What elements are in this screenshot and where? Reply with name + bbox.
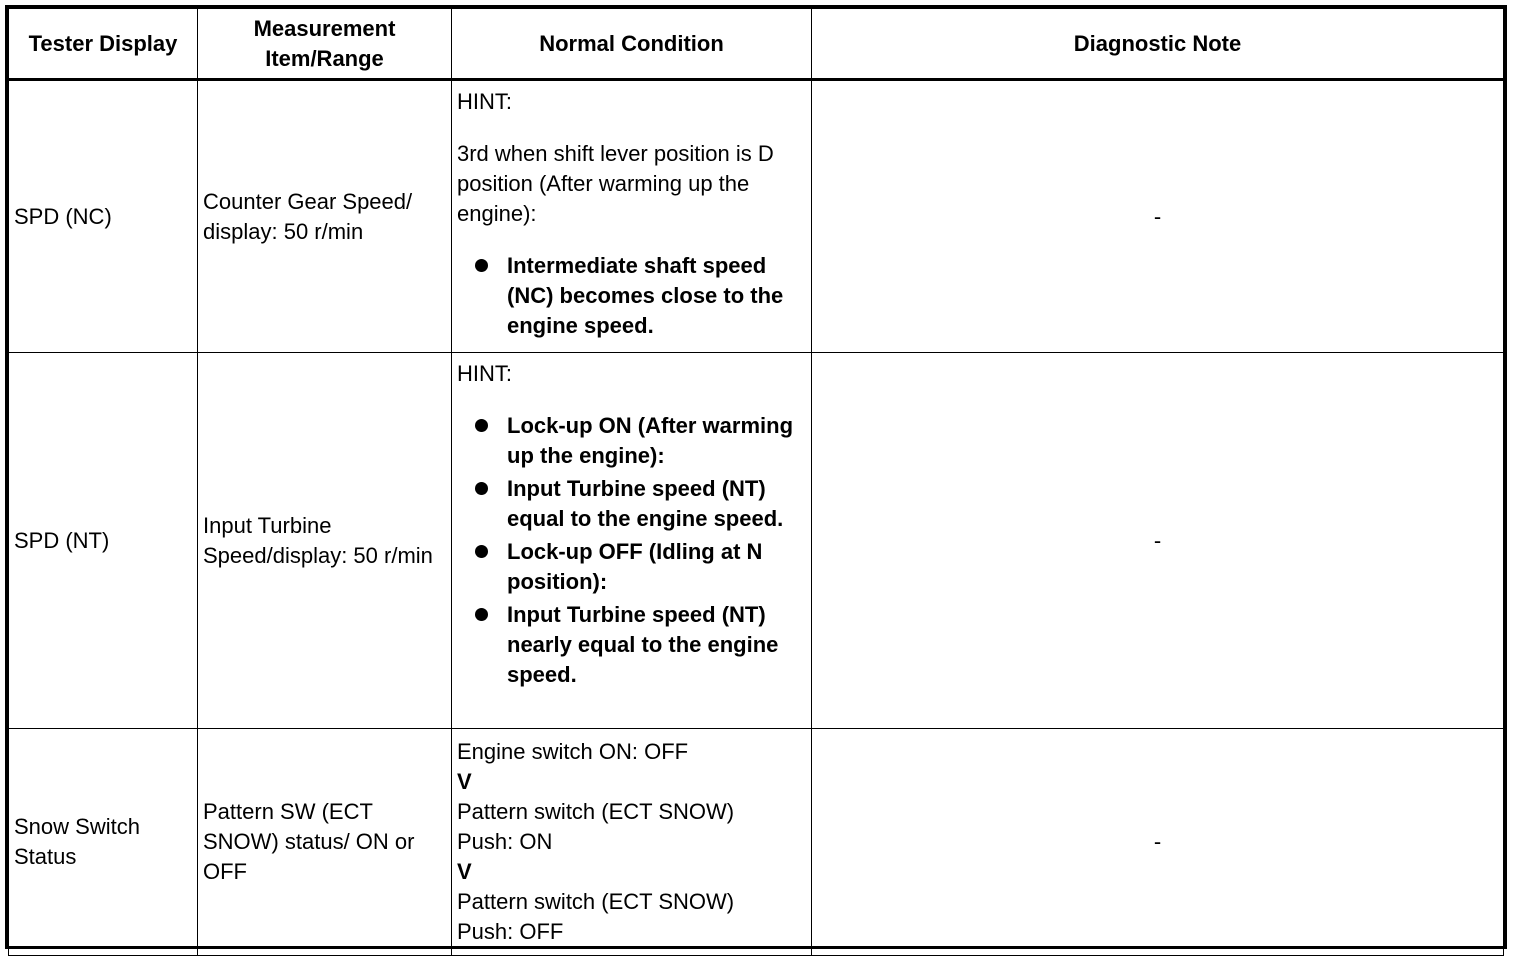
header-row	[9, 9, 1504, 80]
normal-condition-cell	[452, 353, 812, 729]
measurement-cell: Input Turbine Speed/display: 50 r/min	[198, 353, 452, 729]
hint-label: HINT:	[457, 361, 512, 386]
diagnostic-note-cell: -	[812, 353, 1504, 729]
list-item: Lock-up OFF (Idling at N position):	[457, 537, 807, 597]
down-arrow-icon: V	[457, 769, 472, 794]
condition-line: Pattern switch (ECT SNOW)	[457, 799, 735, 824]
condition-line: Push: ON	[457, 829, 553, 854]
bullet-icon	[475, 482, 488, 495]
list-item: Lock-up ON (After warming up the engine):	[457, 411, 807, 471]
down-arrow-icon: V	[457, 859, 472, 884]
tester-display-cell: SPD (NT)	[9, 353, 198, 729]
condition-bullet-list	[457, 411, 807, 690]
table-grid	[8, 8, 1504, 956]
bullet-icon	[475, 419, 488, 432]
condition-line: Pattern switch (ECT SNOW)	[457, 889, 735, 914]
condition-line: Push: OFF	[457, 919, 564, 944]
list-item: Input Turbine speed (NT) equal to the engine speed.	[457, 474, 807, 534]
measurement-cell: Counter Gear Speed/ display: 50 r/min	[198, 80, 452, 353]
hint-label: HINT:	[457, 89, 512, 114]
measurement-cell: Pattern SW (ECT SNOW) status/ ON or OFF	[198, 729, 452, 956]
condition-paragraph: 3rd when shift lever position is D position (After warming up the engine):	[457, 141, 774, 226]
table-row	[9, 353, 1504, 729]
condition-line: Engine switch ON: OFF	[457, 739, 689, 764]
data-list-table	[5, 5, 1507, 949]
diagnostic-note-cell: -	[812, 729, 1504, 956]
header-normal-condition: Normal Condition	[452, 9, 812, 80]
bullet-icon	[475, 545, 488, 558]
diagnostic-note-cell: -	[812, 80, 1504, 353]
header-diagnostic-note: Diagnostic Note	[812, 9, 1504, 80]
list-item: Intermediate shaft speed (NC) becomes close to the engine speed.	[457, 251, 807, 341]
tester-display-cell: SPD (NC)	[9, 80, 198, 353]
header-measurement-item-range: Measurement Item/Range	[198, 9, 452, 80]
table-row	[9, 80, 1504, 353]
bullet-icon	[475, 259, 488, 272]
normal-condition-cell	[452, 729, 812, 956]
header-tester-display: Tester Display	[9, 9, 198, 80]
bullet-icon	[475, 608, 488, 621]
normal-condition-cell	[452, 80, 812, 353]
tester-display-cell: Snow Switch Status	[9, 729, 198, 956]
table-row	[9, 729, 1504, 956]
list-item: Input Turbine speed (NT) nearly equal to the engine speed.	[457, 600, 807, 690]
condition-bullet-list	[457, 251, 807, 341]
